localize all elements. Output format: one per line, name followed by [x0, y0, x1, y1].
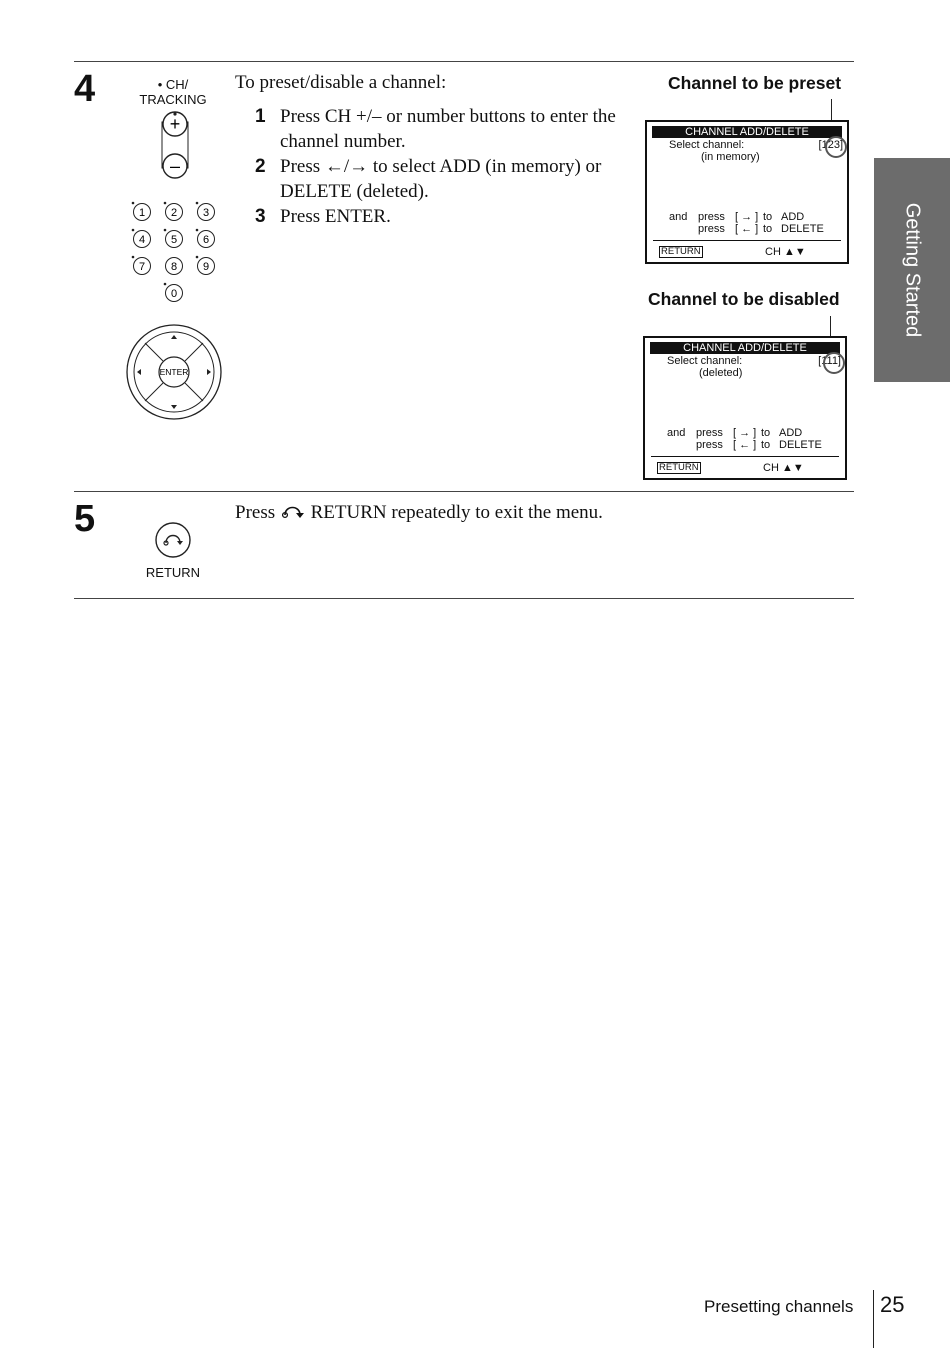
step-5-number: 5	[74, 498, 96, 540]
osd-row1-to: to	[761, 427, 771, 439]
osd-screen-preset	[645, 120, 849, 264]
osd-separator	[651, 456, 839, 457]
substep-2-text: Press ←/→ to select ADD (in memory) or DELETE (deleted).	[280, 156, 602, 202]
substep-1	[255, 104, 635, 154]
key-5: 5	[170, 234, 178, 246]
osd-row1-press: press	[698, 211, 725, 223]
highlight-circle-icon	[823, 134, 849, 160]
osd-row1-key: [ → ]	[733, 427, 757, 439]
key-9: 9	[202, 261, 210, 273]
osd-row1-press: press	[696, 427, 723, 439]
osd-status: (deleted)	[699, 367, 743, 379]
key-4: 4	[138, 234, 146, 246]
top-rule	[74, 61, 854, 62]
enter-label: ENTER	[159, 367, 189, 377]
osd-row1-and: and	[669, 211, 688, 223]
osd-screen-disabled	[643, 336, 847, 480]
bottom-rule	[74, 598, 854, 599]
section-side-tab	[874, 158, 950, 382]
key-8: 8	[170, 261, 178, 273]
key-2: 2	[170, 207, 178, 219]
osd-channel-value: [123]	[818, 139, 843, 151]
caption-channel-preset: Channel to be preset	[668, 73, 842, 93]
osd-row2-key: [ ← ]	[733, 439, 757, 451]
osd-row2-to: to	[763, 223, 773, 235]
osd-row1-to: to	[763, 211, 773, 223]
step-4-number: 4	[74, 68, 96, 110]
osd-row1-key: [ → ]	[735, 211, 759, 223]
osd-row1-action: ADD	[781, 211, 805, 223]
substep-1-number: 1	[255, 106, 266, 127]
ch-tracking-label-line2: TRACKING	[139, 92, 207, 107]
key-1: 1	[138, 207, 146, 219]
step-5-text-after: RETURN repeatedly to exit the menu.	[310, 502, 603, 523]
ch-tracking-label	[128, 77, 218, 107]
osd-ch-label: CH ▲▼	[763, 462, 804, 474]
ch-tracking-label-line1: • CH/	[157, 77, 189, 92]
osd-row1-and: and	[667, 427, 686, 439]
step-5-text	[235, 500, 603, 525]
ch-plus-minus-buttons-icon	[150, 108, 200, 184]
osd-return-key: RETURN	[659, 462, 699, 473]
footer-divider	[873, 1290, 874, 1348]
osd-return-key: RETURN	[661, 246, 701, 257]
return-inline-icon	[280, 502, 306, 520]
substep-3	[255, 204, 635, 229]
key-7: 7	[138, 261, 146, 273]
caption-channel-disabled: Channel to be disabled	[648, 289, 840, 309]
substep-3-text: Press ENTER.	[280, 206, 391, 227]
osd-channel-value: [111]	[818, 355, 841, 367]
plus-glyph: +	[169, 114, 181, 134]
return-button-label: RETURN	[145, 565, 201, 580]
osd-ch-label: CH ▲▼	[765, 246, 806, 258]
key-0: 0	[170, 288, 178, 300]
substep-2	[255, 154, 635, 204]
directional-pad-icon	[125, 323, 223, 421]
highlight-circle-icon	[821, 350, 847, 376]
osd-row1-action: ADD	[779, 427, 803, 439]
osd-row2-press: press	[698, 223, 725, 235]
page-number: 25	[880, 1292, 905, 1317]
step-5-text-before: Press	[235, 502, 276, 523]
step-4-intro: To preset/disable a channel:	[235, 72, 447, 93]
osd-row2-press: press	[696, 439, 723, 451]
osd-row2-action: DELETE	[779, 439, 822, 451]
substep-2-number: 2	[255, 156, 266, 177]
osd-title: CHANNEL ADD/DELETE	[652, 126, 842, 138]
return-button-icon	[154, 521, 192, 559]
key-3: 3	[202, 207, 210, 219]
middle-rule	[74, 491, 854, 492]
section-side-tab-label: Getting Started	[901, 202, 924, 338]
osd-select-label: Select channel:	[667, 355, 743, 367]
osd-select-label: Select channel:	[669, 139, 745, 151]
key-6: 6	[202, 234, 210, 246]
osd-row2-action: DELETE	[781, 223, 824, 235]
number-keypad-icon	[128, 198, 222, 306]
minus-glyph: –	[169, 156, 181, 176]
substep-3-number: 3	[255, 206, 266, 227]
osd-row2-to: to	[761, 439, 771, 451]
osd-title: CHANNEL ADD/DELETE	[650, 342, 840, 354]
footer-section-title: Presetting channels	[704, 1297, 854, 1316]
osd-row2-key: [ ← ]	[735, 223, 759, 235]
substep-1-text: Press CH +/– or number buttons to enter the channel number.	[280, 106, 616, 152]
osd-separator	[653, 240, 841, 241]
osd-status: (in memory)	[701, 151, 760, 163]
